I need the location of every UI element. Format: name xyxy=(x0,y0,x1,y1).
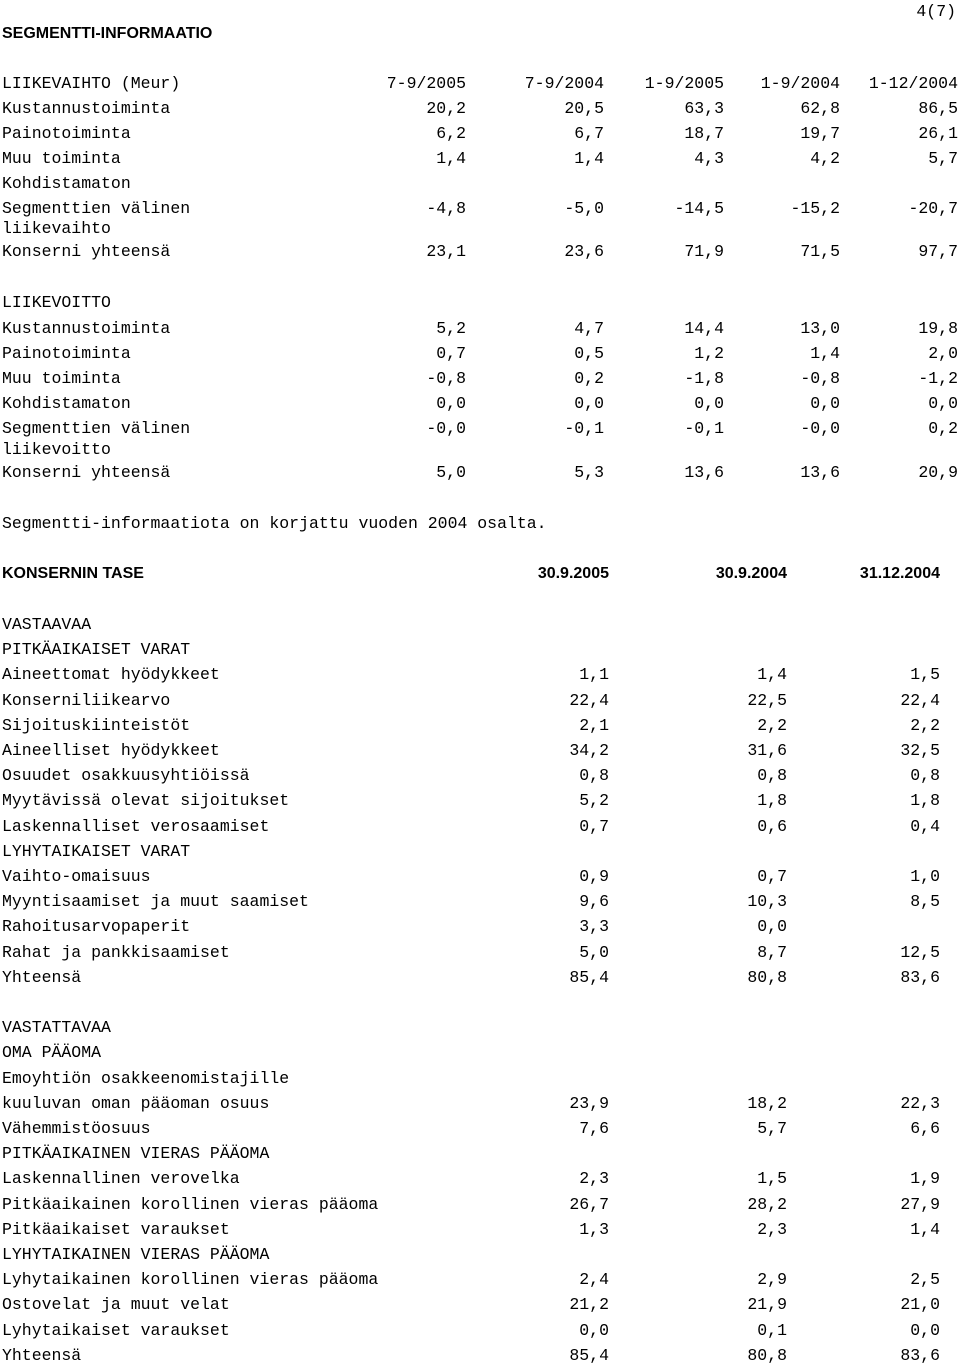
tase-row-label: Lyhytaikaiset varaukset xyxy=(2,1320,230,1340)
liikevaihto-row-label: Segmenttien välinen xyxy=(2,199,191,218)
liikevoitto-row-label: Konserni yhteensä xyxy=(2,463,171,482)
liikevoitto-cell: 13,0 xyxy=(800,319,840,338)
tase-cell: 1,4 xyxy=(757,665,787,685)
tase-cell: 0,4 xyxy=(910,816,940,836)
tase-row-label: Ostovelat ja muut velat xyxy=(2,1295,230,1315)
tase-cell: 2,9 xyxy=(757,1270,787,1290)
tase-cell: 34,2 xyxy=(569,741,609,760)
liikevoitto-cell: 5,0 xyxy=(436,463,466,482)
tase-cell: 22,5 xyxy=(747,690,787,710)
tase-row-label: VASTATTAVAA xyxy=(2,1018,111,1038)
tase-cell: 2,2 xyxy=(910,715,940,735)
tase-cell: 5,2 xyxy=(579,791,609,811)
tase-column-header: 31.12.2004 xyxy=(859,565,940,582)
liikevaihto-cell: 23,1 xyxy=(426,242,466,261)
liikevaihto-cell: 6,2 xyxy=(436,124,466,143)
tase-row-label: VASTAAVAA xyxy=(2,615,92,634)
tase-column-header: 30.9.2005 xyxy=(537,565,609,582)
liikevaihto-cell: 20,2 xyxy=(426,99,466,118)
liikevaihto-cell: -5,0 xyxy=(564,199,604,218)
liikevoitto-cell: 1,4 xyxy=(810,344,840,363)
liikevoitto-cell: 0,0 xyxy=(574,394,604,413)
page-number: 4(7) xyxy=(916,2,956,21)
tase-cell: 85,4 xyxy=(569,967,609,987)
liikevoitto-row-label: liikevoitto xyxy=(2,440,111,459)
liikevaihto-cell: 1,4 xyxy=(436,149,466,168)
liikevoitto-header: LIIKEVOITTO xyxy=(2,293,111,312)
liikevoitto-cell: 0,2 xyxy=(574,369,604,388)
tase-cell: 10,3 xyxy=(747,892,787,912)
liikevaihto-cell: 6,7 xyxy=(574,124,604,143)
tase-row-label: LYHYTAIKAINEN VIERAS PÄÄOMA xyxy=(2,1245,270,1264)
tase-row-label: Myyntisaamiset ja muut saamiset xyxy=(2,892,309,912)
liikevoitto-row-label: Kohdistamaton xyxy=(2,394,131,413)
tase-row-label: Rahoitusarvopaperit xyxy=(2,917,191,937)
tase-cell: 21,2 xyxy=(569,1295,609,1315)
liikevaihto-cell: 86,5 xyxy=(918,99,958,118)
liikevaihto-column-header: 1-9/2004 xyxy=(760,74,840,93)
liikevoitto-cell: -0,8 xyxy=(426,369,466,388)
tase-cell: 5,0 xyxy=(579,942,609,962)
liikevaihto-cell: 62,8 xyxy=(800,99,840,118)
liikevoitto-row-label: Segmenttien välinen xyxy=(2,419,191,438)
tase-cell: 2,5 xyxy=(910,1270,940,1290)
liikevoitto-cell: 0,2 xyxy=(928,419,958,438)
liikevaihto-cell: 5,7 xyxy=(928,149,958,168)
tase-cell: 83,6 xyxy=(900,1345,940,1365)
tase-row-label: Vähemmistöosuus xyxy=(2,1119,151,1138)
liikevaihto-column-header: 7-9/2005 xyxy=(386,74,466,93)
liikevoitto-cell: 0,7 xyxy=(436,344,466,363)
liikevaihto-row-label: Kustannustoiminta xyxy=(2,99,171,118)
tase-cell: 1,1 xyxy=(579,665,609,685)
liikevaihto-cell: 1,4 xyxy=(574,149,604,168)
tase-cell: 8,5 xyxy=(910,892,940,912)
liikevoitto-cell: 1,2 xyxy=(694,344,724,363)
liikevaihto-cell: -20,7 xyxy=(908,199,958,218)
tase-row-label: Pitkäaikaiset varaukset xyxy=(2,1219,230,1239)
liikevaihto-cell: 4,3 xyxy=(694,149,724,168)
liikevoitto-cell: -1,8 xyxy=(684,369,724,388)
tase-row-label: Aineettomat hyödykkeet xyxy=(2,665,220,685)
tase-cell: 27,9 xyxy=(900,1194,940,1214)
liikevaihto-row-label: Kohdistamaton xyxy=(2,174,131,193)
tase-cell: 0,0 xyxy=(757,917,787,937)
liikevoitto-cell: 5,2 xyxy=(436,319,466,338)
tase-cell: 80,8 xyxy=(747,967,787,987)
tase-cell: 2,3 xyxy=(579,1169,609,1189)
tase-header-label: KONSERNIN TASE xyxy=(2,565,144,582)
tase-cell: 0,8 xyxy=(579,766,609,786)
tase-row-label: LYHYTAIKAISET VARAT xyxy=(2,841,191,861)
tase-row-label: PITKÄAIKAINEN VIERAS PÄÄOMA xyxy=(2,1144,270,1164)
liikevaihto-row-label: Konserni yhteensä xyxy=(2,242,171,261)
liikevaihto-cell: 71,9 xyxy=(684,242,724,261)
tase-row-label: Pitkäaikainen korollinen vieras pääoma xyxy=(2,1194,379,1214)
tase-row-label: Yhteensä xyxy=(2,967,82,987)
tase-cell: 12,5 xyxy=(900,942,940,962)
liikevoitto-cell: 14,4 xyxy=(684,319,724,338)
liikevoitto-cell: -0,0 xyxy=(426,419,466,438)
liikevoitto-cell: 0,0 xyxy=(928,394,958,413)
liikevaihto-cell: 18,7 xyxy=(684,124,724,143)
tase-row-label: Emoyhtiön osakkeenomistajille xyxy=(2,1068,290,1088)
tase-cell: 18,2 xyxy=(747,1093,787,1113)
tase-cell: 0,1 xyxy=(757,1320,787,1340)
tase-cell: 1,9 xyxy=(910,1169,940,1189)
tase-cell: 28,2 xyxy=(747,1194,787,1214)
liikevoitto-cell: -0,8 xyxy=(800,369,840,388)
liikevoitto-cell: -1,2 xyxy=(918,369,958,388)
liikevaihto-column-header: 1-9/2005 xyxy=(644,74,724,93)
tase-row-label: Sijoituskiinteistöt xyxy=(2,715,191,735)
liikevoitto-cell: 4,7 xyxy=(574,319,604,338)
tase-cell: 23,9 xyxy=(569,1093,609,1113)
tase-cell: 83,6 xyxy=(900,967,940,987)
tase-cell: 2,1 xyxy=(579,715,609,735)
tase-row-label: Konserniliikearvo xyxy=(2,690,171,710)
tase-cell: 0,0 xyxy=(579,1320,609,1340)
liikevoitto-cell: 19,8 xyxy=(918,319,958,338)
tase-cell: 1,3 xyxy=(579,1219,609,1239)
liikevaihto-cell: 23,6 xyxy=(564,242,604,261)
liikevaihto-cell: 26,1 xyxy=(918,124,958,143)
liikevoitto-cell: -0,0 xyxy=(800,419,840,438)
liikevaihto-cell: 63,3 xyxy=(684,99,724,118)
liikevaihto-row-label: liikevaihto xyxy=(2,219,111,238)
tase-cell: 21,9 xyxy=(747,1295,787,1315)
liikevaihto-cell: 20,5 xyxy=(564,99,604,118)
tase-cell: 2,4 xyxy=(579,1270,609,1290)
liikevoitto-cell: 13,6 xyxy=(684,463,724,482)
tase-row-label: Laskennallinen verovelka xyxy=(2,1169,240,1189)
tase-cell: 1,5 xyxy=(910,665,940,685)
tase-cell: 80,8 xyxy=(747,1345,787,1365)
liikevoitto-cell: 0,0 xyxy=(436,394,466,413)
liikevaihto-row-label: Painotoiminta xyxy=(2,124,131,143)
tase-cell: 22,4 xyxy=(569,690,609,710)
liikevaihto-cell: 19,7 xyxy=(800,124,840,143)
tase-cell: 3,3 xyxy=(579,917,609,937)
tase-cell: 0,7 xyxy=(579,816,609,836)
tase-cell: 5,7 xyxy=(757,1119,787,1138)
tase-cell: 26,7 xyxy=(569,1194,609,1214)
liikevoitto-row-label: Painotoiminta xyxy=(2,344,131,363)
tase-cell: 21,0 xyxy=(900,1295,940,1315)
liikevoitto-cell: -0,1 xyxy=(684,419,724,438)
tase-cell: 1,8 xyxy=(757,791,787,811)
tase-cell: 6,6 xyxy=(910,1119,940,1138)
tase-row-label: Laskennalliset verosaamiset xyxy=(2,816,270,836)
tase-cell: 0,6 xyxy=(757,816,787,836)
liikevoitto-cell: 0,0 xyxy=(694,394,724,413)
liikevoitto-cell: 0,5 xyxy=(574,344,604,363)
tase-row-label: Lyhytaikainen korollinen vieras pääoma xyxy=(2,1270,379,1290)
liikevoitto-cell: 13,6 xyxy=(800,463,840,482)
liikevaihto-column-header: 7-9/2004 xyxy=(524,74,604,93)
liikevaihto-cell: -14,5 xyxy=(674,199,724,218)
liikevoitto-cell: -0,1 xyxy=(564,419,604,438)
liikevaihto-cell: 71,5 xyxy=(800,242,840,261)
liikevoitto-cell: 20,9 xyxy=(918,463,958,482)
tase-cell: 31,6 xyxy=(747,741,787,760)
tase-cell: 1,5 xyxy=(757,1169,787,1189)
tase-column-header: 30.9.2004 xyxy=(715,565,787,582)
page-title: SEGMENTTI-INFORMAATIO xyxy=(2,25,213,42)
tase-cell: 0,0 xyxy=(910,1320,940,1340)
note-text: Segmentti-informaatiota on korjattu vuoden 2004 osalta. xyxy=(2,514,547,533)
liikevoitto-cell: 5,3 xyxy=(574,463,604,482)
tase-cell: 22,3 xyxy=(900,1093,940,1113)
liikevaihto-column-header: 1-12/2004 xyxy=(868,74,958,93)
tase-cell: 1,0 xyxy=(910,867,940,886)
tase-cell: 1,4 xyxy=(910,1219,940,1239)
tase-row-label: Myytävissä olevat sijoitukset xyxy=(2,791,290,811)
tase-cell: 2,2 xyxy=(757,715,787,735)
liikevoitto-row-label: Kustannustoiminta xyxy=(2,319,171,338)
tase-cell: 85,4 xyxy=(569,1345,609,1365)
liikevoitto-cell: 2,0 xyxy=(928,344,958,363)
tase-row-label: Aineelliset hyödykkeet xyxy=(2,741,220,760)
tase-row-label: PITKÄAIKAISET VARAT xyxy=(2,640,191,660)
tase-row-label: kuuluvan oman pääoman osuus xyxy=(2,1093,270,1113)
tase-cell: 0,7 xyxy=(757,867,787,886)
tase-row-label: Osuudet osakkuusyhtiöissä xyxy=(2,766,250,786)
liikevaihto-cell: -4,8 xyxy=(426,199,466,218)
tase-cell: 22,4 xyxy=(900,690,940,710)
liikevaihto-header-label: LIIKEVAIHTO (Meur) xyxy=(2,74,181,93)
tase-cell: 2,3 xyxy=(757,1219,787,1239)
tase-row-label: OMA PÄÄOMA xyxy=(2,1043,102,1063)
tase-cell: 8,7 xyxy=(757,942,787,962)
tase-cell: 1,8 xyxy=(910,791,940,811)
tase-row-label: Yhteensä xyxy=(2,1345,82,1365)
tase-cell: 0,9 xyxy=(579,867,609,886)
liikevaihto-row-label: Muu toiminta xyxy=(2,149,121,168)
tase-cell: 32,5 xyxy=(900,741,940,760)
tase-cell: 0,8 xyxy=(757,766,787,786)
liikevaihto-cell: 97,7 xyxy=(918,242,958,261)
tase-row-label: Rahat ja pankkisaamiset xyxy=(2,942,230,962)
tase-row-label: Vaihto-omaisuus xyxy=(2,867,151,886)
liikevaihto-cell: -15,2 xyxy=(790,199,840,218)
liikevoitto-cell: 0,0 xyxy=(810,394,840,413)
liikevoitto-row-label: Muu toiminta xyxy=(2,369,121,388)
liikevaihto-cell: 4,2 xyxy=(810,149,840,168)
tase-cell: 9,6 xyxy=(579,892,609,912)
tase-cell: 0,8 xyxy=(910,766,940,786)
tase-cell: 7,6 xyxy=(579,1119,609,1138)
